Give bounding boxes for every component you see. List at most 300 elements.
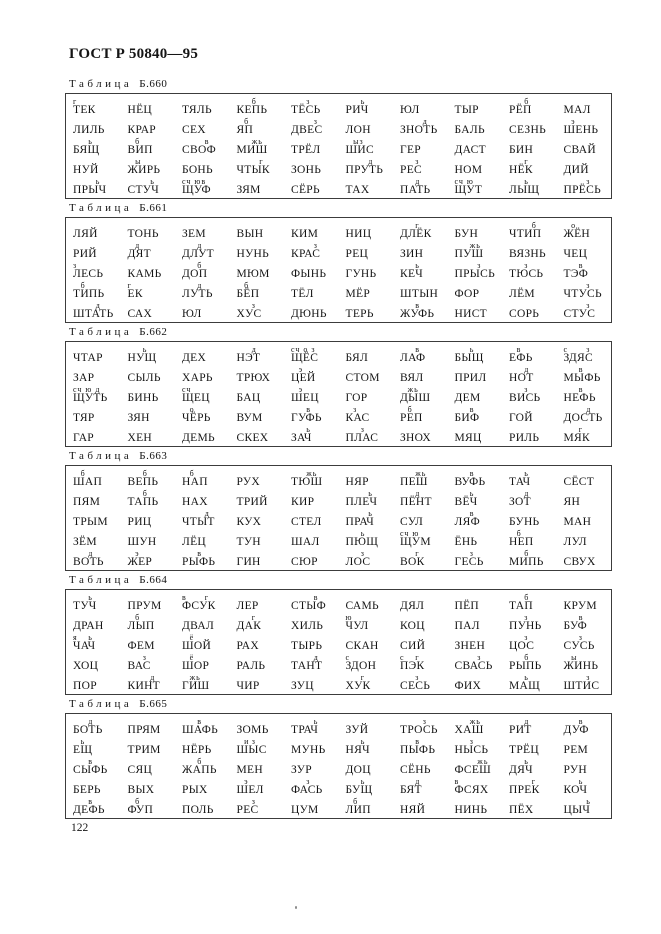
- syllable: ДЮНЬ: [291, 308, 327, 320]
- table-row: [66, 673, 611, 693]
- syllable: ЗОТ: [509, 496, 531, 508]
- pronunciation-superscript: д: [150, 673, 156, 682]
- syllable-cell: [66, 757, 121, 777]
- syllable: СВАЙ: [563, 144, 596, 156]
- syllable: ЧТИП: [509, 228, 542, 240]
- pronunciation-superscript: б: [516, 529, 522, 538]
- syllable-cell: [66, 593, 121, 613]
- pronunciation-superscript: ы: [571, 653, 578, 662]
- pronunciation-superscript: з: [477, 261, 482, 270]
- syllable-cell: [175, 365, 230, 385]
- pronunciation-superscript: з: [524, 385, 529, 394]
- syllable: ШТЫН: [400, 288, 439, 300]
- syllable-cell: [557, 385, 612, 405]
- syllable: ДАК: [236, 620, 262, 632]
- syllable: БУФ: [563, 620, 587, 632]
- syllable-cell: [121, 653, 176, 673]
- syllable-cell: [66, 633, 121, 653]
- syllable-cell: [284, 301, 339, 321]
- syllable-cell: [121, 469, 176, 489]
- syllable-cell: [284, 469, 339, 489]
- table-caption: [69, 202, 612, 215]
- pronunciation-superscript: ь: [368, 509, 373, 518]
- syllable-cell: [284, 261, 339, 281]
- syllable: ПРИЛ: [454, 372, 487, 384]
- syllable-table: [65, 713, 612, 819]
- syllable-cell: [448, 281, 503, 301]
- pronunciation-superscript: в: [578, 365, 584, 374]
- syllable-cell: [557, 117, 612, 137]
- pronunciation-superscript: г: [578, 425, 583, 434]
- syllable: ПАТЬ: [400, 184, 431, 196]
- syllable: ЛУЛ: [563, 536, 587, 548]
- scan-artifact-dot: [295, 906, 297, 909]
- syllable: ПРЯМ: [127, 724, 161, 736]
- pronunciation-superscript: с: [345, 653, 351, 662]
- pronunciation-superscript: г: [415, 221, 420, 230]
- syllable-cell: [339, 549, 394, 569]
- syllable: САМЬ: [345, 600, 379, 612]
- syllable-cell: [230, 281, 285, 301]
- syllable: ТЁЛ: [291, 288, 314, 300]
- syllable-cell: [175, 177, 230, 197]
- syllable-cell: [66, 737, 121, 757]
- syllable-cell: [448, 633, 503, 653]
- syllable: ХОЦ: [73, 660, 99, 672]
- syllable: НУЩ: [127, 352, 157, 364]
- syllable: ДВЕС: [291, 124, 323, 136]
- table-row: [66, 241, 611, 261]
- table-row: [66, 117, 611, 137]
- pronunciation-superscript: э: [135, 549, 140, 558]
- pronunciation-superscript: г: [531, 777, 537, 786]
- syllable-table: [65, 217, 612, 323]
- table-caption-word: Таблица: [69, 574, 133, 586]
- syllable: ДОСТЬ: [563, 412, 603, 424]
- syllable: ТОНЬ: [127, 228, 159, 240]
- syllable: ЩУМ: [400, 536, 431, 548]
- pronunciation-superscript: ь: [524, 177, 529, 186]
- syllable: БЫЩ: [454, 352, 484, 364]
- syllable: ЛЯЙ: [73, 228, 98, 240]
- pronunciation-superscript: д: [422, 117, 428, 126]
- syllable: ЧЁРЬ: [182, 412, 211, 424]
- syllable-cell: [230, 365, 285, 385]
- syllable-cell: [502, 489, 557, 509]
- pronunciation-superscript: б: [135, 137, 141, 146]
- table-caption: [69, 574, 612, 587]
- syllable-cell: [175, 593, 230, 613]
- syllable: ЗЁМ: [73, 536, 97, 548]
- syllable-cell: [557, 797, 612, 817]
- syllable-cell: [175, 653, 230, 673]
- syllable-cell: [448, 157, 503, 177]
- syllable: СЁРЬ: [291, 184, 320, 196]
- pronunciation-superscript: з: [586, 177, 591, 186]
- syllable-cell: [121, 509, 176, 529]
- syllable-cell: [448, 137, 503, 157]
- table-row: [66, 97, 611, 117]
- syllable-cell: [66, 425, 121, 445]
- syllable-cell: [393, 549, 448, 569]
- pronunciation-superscript: в: [197, 717, 202, 726]
- syllable: ЦОС: [509, 640, 535, 652]
- syllable: ЯП: [236, 124, 254, 136]
- pronunciation-superscript: б: [524, 549, 530, 558]
- syllable: РИЛЬ: [509, 432, 540, 444]
- table-section-Б.660: [65, 78, 612, 199]
- pronunciation-superscript: в: [578, 717, 584, 726]
- syllable-cell: [339, 301, 394, 321]
- syllable: ЗНЕН: [454, 640, 486, 652]
- syllable: НЭТ: [236, 352, 261, 364]
- syllable-cell: [502, 757, 557, 777]
- syllable-cell: [339, 737, 394, 757]
- pronunciation-superscript: и: [244, 737, 250, 746]
- syllable: БЯТ: [400, 784, 422, 796]
- syllable-cell: [175, 345, 230, 365]
- syllable: ЗУЦ: [291, 680, 314, 692]
- syllable: ТЯР: [73, 412, 95, 424]
- syllable: ЧИР: [236, 680, 260, 692]
- tables-container: [65, 78, 612, 822]
- syllable-cell: [557, 717, 612, 737]
- syllable-cell: [339, 593, 394, 613]
- syllable: ВЫХ: [127, 784, 155, 796]
- syllable-cell: [339, 157, 394, 177]
- syllable-cell: [393, 593, 448, 613]
- pronunciation-superscript: в: [469, 469, 475, 478]
- pronunciation-superscript: с: [400, 653, 405, 662]
- syllable-cell: [175, 529, 230, 549]
- pronunciation-superscript: з: [313, 241, 318, 250]
- syllable: РЕЦ: [345, 248, 369, 260]
- syllable: ФУП: [127, 804, 154, 816]
- syllable-cell: [393, 301, 448, 321]
- syllable: ТРЫМ: [73, 516, 108, 528]
- table-caption: [69, 78, 612, 91]
- syllable-cell: [448, 221, 503, 241]
- syllable: ЧЕЦ: [563, 248, 588, 260]
- syllable: ПУНЬ: [509, 620, 542, 632]
- table-row: [66, 737, 611, 757]
- syllable-cell: [502, 673, 557, 693]
- pronunciation-superscript: б: [135, 613, 141, 622]
- syllable: ГУФЬ: [291, 412, 322, 424]
- syllable: ВЁЧ: [454, 496, 478, 508]
- syllable-cell: [230, 549, 285, 569]
- pronunciation-superscript: в: [578, 385, 584, 394]
- syllable-cell: [121, 345, 176, 365]
- table-row: [66, 777, 611, 797]
- syllable-cell: [339, 261, 394, 281]
- syllable: ЩЕЦ: [182, 392, 210, 404]
- syllable-cell: [339, 653, 394, 673]
- syllable-cell: [230, 385, 285, 405]
- pronunciation-superscript: г: [251, 613, 256, 622]
- syllable: КИНТ: [127, 680, 161, 692]
- syllable-cell: [66, 529, 121, 549]
- syllable: ПЕШ: [400, 476, 428, 488]
- syllable-cell: [448, 673, 503, 693]
- syllable-cell: [121, 405, 176, 425]
- syllable: РИЙ: [73, 248, 97, 260]
- syllable: ДИЙ: [563, 164, 589, 176]
- syllable: НОМ: [454, 164, 483, 176]
- syllable: МИПЬ: [509, 556, 544, 568]
- syllable: КИР: [291, 496, 315, 508]
- pronunciation-superscript: д: [313, 653, 319, 662]
- table-section-Б.661: [65, 202, 612, 323]
- syllable-cell: [230, 157, 285, 177]
- syllable-cell: [339, 345, 394, 365]
- syllable: НУЙ: [73, 164, 99, 176]
- syllable-cell: [66, 345, 121, 365]
- syllable: РИЧ: [345, 104, 369, 116]
- syllable: СЯЦ: [127, 764, 153, 776]
- syllable: ЩУТ: [454, 184, 483, 196]
- syllable-cell: [284, 489, 339, 509]
- syllable: РЫХ: [182, 784, 208, 796]
- syllable: ЛЫП: [127, 620, 155, 632]
- pronunciation-superscript: з: [251, 797, 256, 806]
- syllable: РЁП: [509, 104, 532, 116]
- syllable-cell: [448, 425, 503, 445]
- syllable: ФИХ: [454, 680, 482, 692]
- syllable-cell: [175, 405, 230, 425]
- syllable: ТЕК: [73, 104, 96, 116]
- table-caption-number: Б.665: [139, 698, 168, 710]
- syllable-cell: [339, 177, 394, 197]
- pronunciation-superscript: з: [142, 653, 147, 662]
- syllable: СУЛ: [400, 516, 424, 528]
- syllable: НУНЬ: [236, 248, 270, 260]
- syllable-cell: [284, 757, 339, 777]
- table-row: [66, 221, 611, 241]
- syllable: КЕЧ: [400, 268, 424, 280]
- syllable: ТЫРЬ: [291, 640, 323, 652]
- table-caption-number: Б.664: [139, 574, 168, 586]
- syllable-cell: [66, 281, 121, 301]
- pronunciation-superscript: г: [259, 157, 264, 166]
- syllable: НИНЬ: [454, 804, 488, 816]
- pronunciation-superscript: ь: [88, 593, 93, 602]
- table-row: [66, 157, 611, 177]
- syllable-cell: [121, 673, 176, 693]
- syllable: ТЮШ: [291, 476, 323, 488]
- syllable-cell: [393, 405, 448, 425]
- pronunciation-superscript: в: [454, 777, 460, 786]
- syllable-cell: [393, 137, 448, 157]
- syllable-cell: [557, 593, 612, 613]
- pronunciation-superscript: ь: [586, 797, 591, 806]
- syllable: ЮЛ: [400, 104, 420, 116]
- syllable-cell: [502, 301, 557, 321]
- syllable: ВЯЛ: [400, 372, 424, 384]
- syllable: ФСЯХ: [454, 784, 489, 796]
- syllable-cell: [175, 157, 230, 177]
- syllable: ВОТЬ: [73, 556, 104, 568]
- table-caption-word: Таблица: [69, 698, 133, 710]
- syllable: СЕХ: [182, 124, 206, 136]
- syllable: ПРЁСЬ: [563, 184, 601, 196]
- syllable: БОТЬ: [73, 724, 103, 736]
- syllable: СТОМ: [345, 372, 380, 384]
- syllable: ПРЫСЬ: [454, 268, 496, 280]
- syllable-cell: [393, 777, 448, 797]
- syllable-cell: [557, 261, 612, 281]
- syllable-cell: [339, 489, 394, 509]
- syllable-cell: [175, 385, 230, 405]
- syllable: ХАРЬ: [182, 372, 213, 384]
- syllable-cell: [448, 593, 503, 613]
- syllable: ЧТАР: [73, 352, 103, 364]
- syllable: РУН: [563, 764, 587, 776]
- syllable-cell: [66, 301, 121, 321]
- table-row: [66, 529, 611, 549]
- pronunciation-superscript: д: [251, 345, 257, 354]
- pronunciation-superscript: б: [197, 757, 203, 766]
- syllable-cell: [502, 385, 557, 405]
- table-caption-word: Таблица: [69, 450, 133, 462]
- syllable: ТИПЬ: [73, 288, 105, 300]
- pronunciation-superscript: б: [524, 97, 530, 106]
- syllable: ТРЁЦ: [509, 744, 539, 756]
- pronunciation-superscript: б: [142, 469, 148, 478]
- syllable-cell: [175, 241, 230, 261]
- syllable: ЖУФЬ: [400, 308, 435, 320]
- syllable-cell: [121, 365, 176, 385]
- syllable-cell: [393, 757, 448, 777]
- syllable-cell: [502, 593, 557, 613]
- pronunciation-superscript: ь: [150, 177, 155, 186]
- syllable: МЫФЬ: [563, 372, 601, 384]
- pronunciation-superscript: ь: [360, 777, 366, 786]
- syllable-cell: [175, 117, 230, 137]
- syllable-cell: [448, 717, 503, 737]
- syllable-cell: [448, 405, 503, 425]
- syllable-cell: [284, 405, 339, 425]
- pronunciation-superscript: д: [135, 241, 141, 250]
- pronunciation-superscript: з: [306, 97, 311, 106]
- syllable: ТРОСЬ: [400, 724, 438, 736]
- pronunciation-superscript: в: [469, 405, 475, 414]
- pronunciation-superscript: в: [578, 613, 584, 622]
- syllable-cell: [448, 97, 503, 117]
- syllable: ВОК: [400, 556, 425, 568]
- syllable-cell: [448, 757, 503, 777]
- syllable-cell: [284, 549, 339, 569]
- syllable-cell: [502, 717, 557, 737]
- syllable: ТЁСЬ: [291, 104, 321, 116]
- syllable-cell: [339, 137, 394, 157]
- syllable: СИЙ: [400, 640, 426, 652]
- table-section-Б.663: [65, 450, 612, 571]
- syllable: БИФ: [454, 412, 480, 424]
- syllable: МИШ: [236, 144, 268, 156]
- syllable: ДЛЁК: [400, 228, 432, 240]
- syllable-cell: [393, 797, 448, 817]
- syllable: ГЕР: [400, 144, 421, 156]
- syllable: ГОР: [345, 392, 368, 404]
- syllable: НИЦ: [345, 228, 372, 240]
- syllable-cell: [284, 797, 339, 817]
- syllable-cell: [66, 509, 121, 529]
- syllable-cell: [121, 117, 176, 137]
- syllable: ЛИП: [345, 804, 371, 816]
- syllable: НИСТ: [454, 308, 488, 320]
- syllable: МАН: [563, 516, 592, 528]
- syllable-cell: [393, 509, 448, 529]
- syllable-cell: [448, 241, 503, 261]
- pronunciation-superscript: б: [197, 261, 203, 270]
- syllable: МЕН: [236, 764, 263, 776]
- syllable-cell: [557, 489, 612, 509]
- syllable-cell: [339, 281, 394, 301]
- syllable: ПЛАС: [345, 432, 379, 444]
- syllable-cell: [66, 549, 121, 569]
- syllable-cell: [284, 365, 339, 385]
- syllable: СТУЧ: [127, 184, 160, 196]
- pronunciation-superscript: д: [197, 281, 203, 290]
- pronunciation-superscript: в: [88, 797, 93, 806]
- syllable: БЁП: [236, 288, 260, 300]
- pronunciation-superscript: ь: [306, 425, 311, 434]
- syllable: НЁЦ: [127, 104, 153, 116]
- syllable: ГЕСЬ: [454, 556, 484, 568]
- syllable: РУХ: [236, 476, 260, 488]
- syllable-cell: [502, 345, 557, 365]
- syllable: ФЫНЬ: [291, 268, 327, 280]
- syllable-cell: [175, 757, 230, 777]
- syllable-cell: [393, 157, 448, 177]
- pronunciation-superscript: б: [244, 117, 250, 126]
- syllable: ТУЧ: [73, 600, 97, 612]
- syllable-cell: [502, 157, 557, 177]
- syllable-cell: [121, 593, 176, 613]
- pronunciation-superscript: б: [251, 97, 257, 106]
- pronunciation-superscript: жь: [469, 717, 481, 726]
- pronunciation-superscript: жь: [407, 385, 419, 394]
- syllable-cell: [175, 261, 230, 281]
- syllable-cell: [121, 137, 176, 157]
- syllable: МЯЦ: [454, 432, 482, 444]
- pronunciation-superscript: з: [477, 653, 482, 662]
- syllable-cell: [393, 177, 448, 197]
- syllable-cell: [230, 797, 285, 817]
- syllable-cell: [502, 469, 557, 489]
- table-row: [66, 281, 611, 301]
- syllable: НЁК: [509, 164, 533, 176]
- pronunciation-superscript: з: [586, 301, 591, 310]
- syllable-cell: [557, 777, 612, 797]
- table-caption-number: Б.663: [139, 450, 168, 462]
- syllable: ЁНЬ: [454, 536, 478, 548]
- syllable: ХИЛЬ: [291, 620, 324, 632]
- syllable-cell: [230, 241, 285, 261]
- syllable-cell: [502, 261, 557, 281]
- syllable-cell: [66, 717, 121, 737]
- syllable: ВЯЗНЬ: [509, 248, 546, 260]
- pronunciation-superscript: д: [95, 301, 101, 310]
- syllable-cell: [175, 549, 230, 569]
- syllable-cell: [230, 529, 285, 549]
- pronunciation-superscript: д: [415, 489, 421, 498]
- syllable: КЕПЬ: [236, 104, 268, 116]
- syllable-cell: [502, 797, 557, 817]
- pronunciation-superscript: з: [469, 737, 474, 746]
- syllable-cell: [230, 261, 285, 281]
